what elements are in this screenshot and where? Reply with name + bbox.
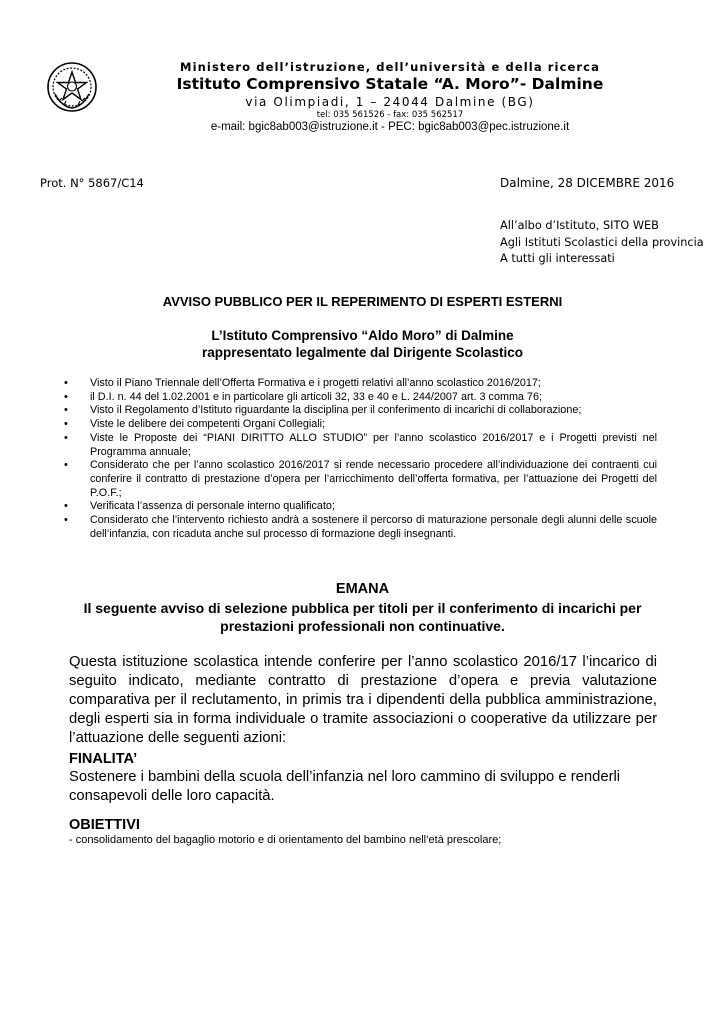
institute-line: rappresentato legalmente dal Dirigente Scolastico [201,345,524,360]
obiettivi-heading: OBIETTIVI [69,817,140,833]
list-item: • Viste le Proposte dei “PIANI DIRITTO ALLO STUDIO” per l’anno scolastico 2016/2017 e i Progetti previsti nel Programma annuale; [64,432,657,459]
intro-paragraph: Questa istituzione scolastica intende conferire per l’anno scolastico 2016/17 l’incarico di seguito indicato, mediante contratto di prestazione d’opera e previa valutazione comparativa per il reclutamento, in primis tra i dipendenti della pubblica amministrazione, degli esperti sia in forma individuale o tramite associazioni o cooperative da utilizzare per l’attuazione delle seguenti azioni: [69,654,657,746]
finalita-text: Sostenere i bambini della scuola dell’infanzia nel loro cammino di sviluppo e renderli consapevoli delle loro capacità. [69,769,621,804]
recipients-block [500,218,704,268]
school-phone-fax: tel: 035 561526 - fax: 035 562517 [316,110,464,120]
emana-subtitle [0,599,725,635]
list-item: • Considerato che per l’anno scolastico 2016/2017 si rende necessario procedere all’individuazione dei contraenti cui conferire il contratto di prestazione d’opera per l’arricchimento dell’offerta formativa, per l’attuazione dei Progetti del P.O.F.; [64,459,657,500]
institute-line: L’Istituto Comprensivo “Aldo Moro” di Dalmine [211,328,514,343]
finalita-heading: FINALITA’ [69,751,138,767]
list-item: • Verificata l’assenza di personale interno qualificato; [64,500,657,514]
school-email: e-mail: bgic8ab003@istruzione.it - PEC: bgic8ab003@pec.istruzione.it [210,121,570,133]
list-item: • Considerato che l’intervento richiesto andrà a sostenere il percorso di maturazione personale degli alunni delle scuole dell’infanzia, con ricaduta anche sul processo di formazione degli insegnanti. [64,514,657,541]
emana-subtitle-line: prestazioni professionali non continuative. [220,618,505,634]
list-item: • Visto il Regolamento d’Istituto riguardante la disciplina per il conferimento di incarichi di collaborazione; [64,404,657,418]
recipient-line: All’albo d’Istituto, SITO WEB [500,219,659,232]
emana-subtitle-line: Il seguente avviso di selezione pubblica per titoli per il conferimento di incarichi per [83,600,642,616]
school-address: via Olimpiadi, 1 – 24044 Dalmine (BG) [245,95,535,109]
institute-statement [0,327,725,361]
obiettivi-item: - consolidamento del bagaglio motorio e di orientamento del bambino nell’età prescolare; [69,834,502,846]
italian-republic-emblem-icon [46,61,98,113]
list-item: • Visto il Piano Triennale dell’Offerta Formativa e i progetti relativi all’anno scolastico 2016/2017; [64,377,657,391]
document-date: Dalmine, 28 DICEMBRE 2016 [500,176,675,190]
emana-heading: EMANA [335,581,390,597]
ministry-name: Ministero dell’istruzione, dell’università e della ricerca [180,60,600,74]
list-item: • il D.I. n. 44 del 1.02.2001 e in particolare gli articoli 32, 33 e 40 e L. 244/2007 art. 3 comma 76; [64,391,657,405]
considerations-list [64,377,657,541]
recipient-line: Agli Istituti Scolastici della provincia [500,235,704,249]
list-item: • Viste le delibere dei competenti Organi Collegiali; [64,418,657,432]
recipient-line: A tutti gli interessati [500,252,615,265]
protocol-number: Prot. N° 5867/C14 [40,176,144,190]
notice-title: AVVISO PUBBLICO PER IL REPERIMENTO DI ESPERTI ESTERNI [162,294,563,309]
school-name: Istituto Comprensivo Statale “A. Moro”- Dalmine [176,75,604,93]
